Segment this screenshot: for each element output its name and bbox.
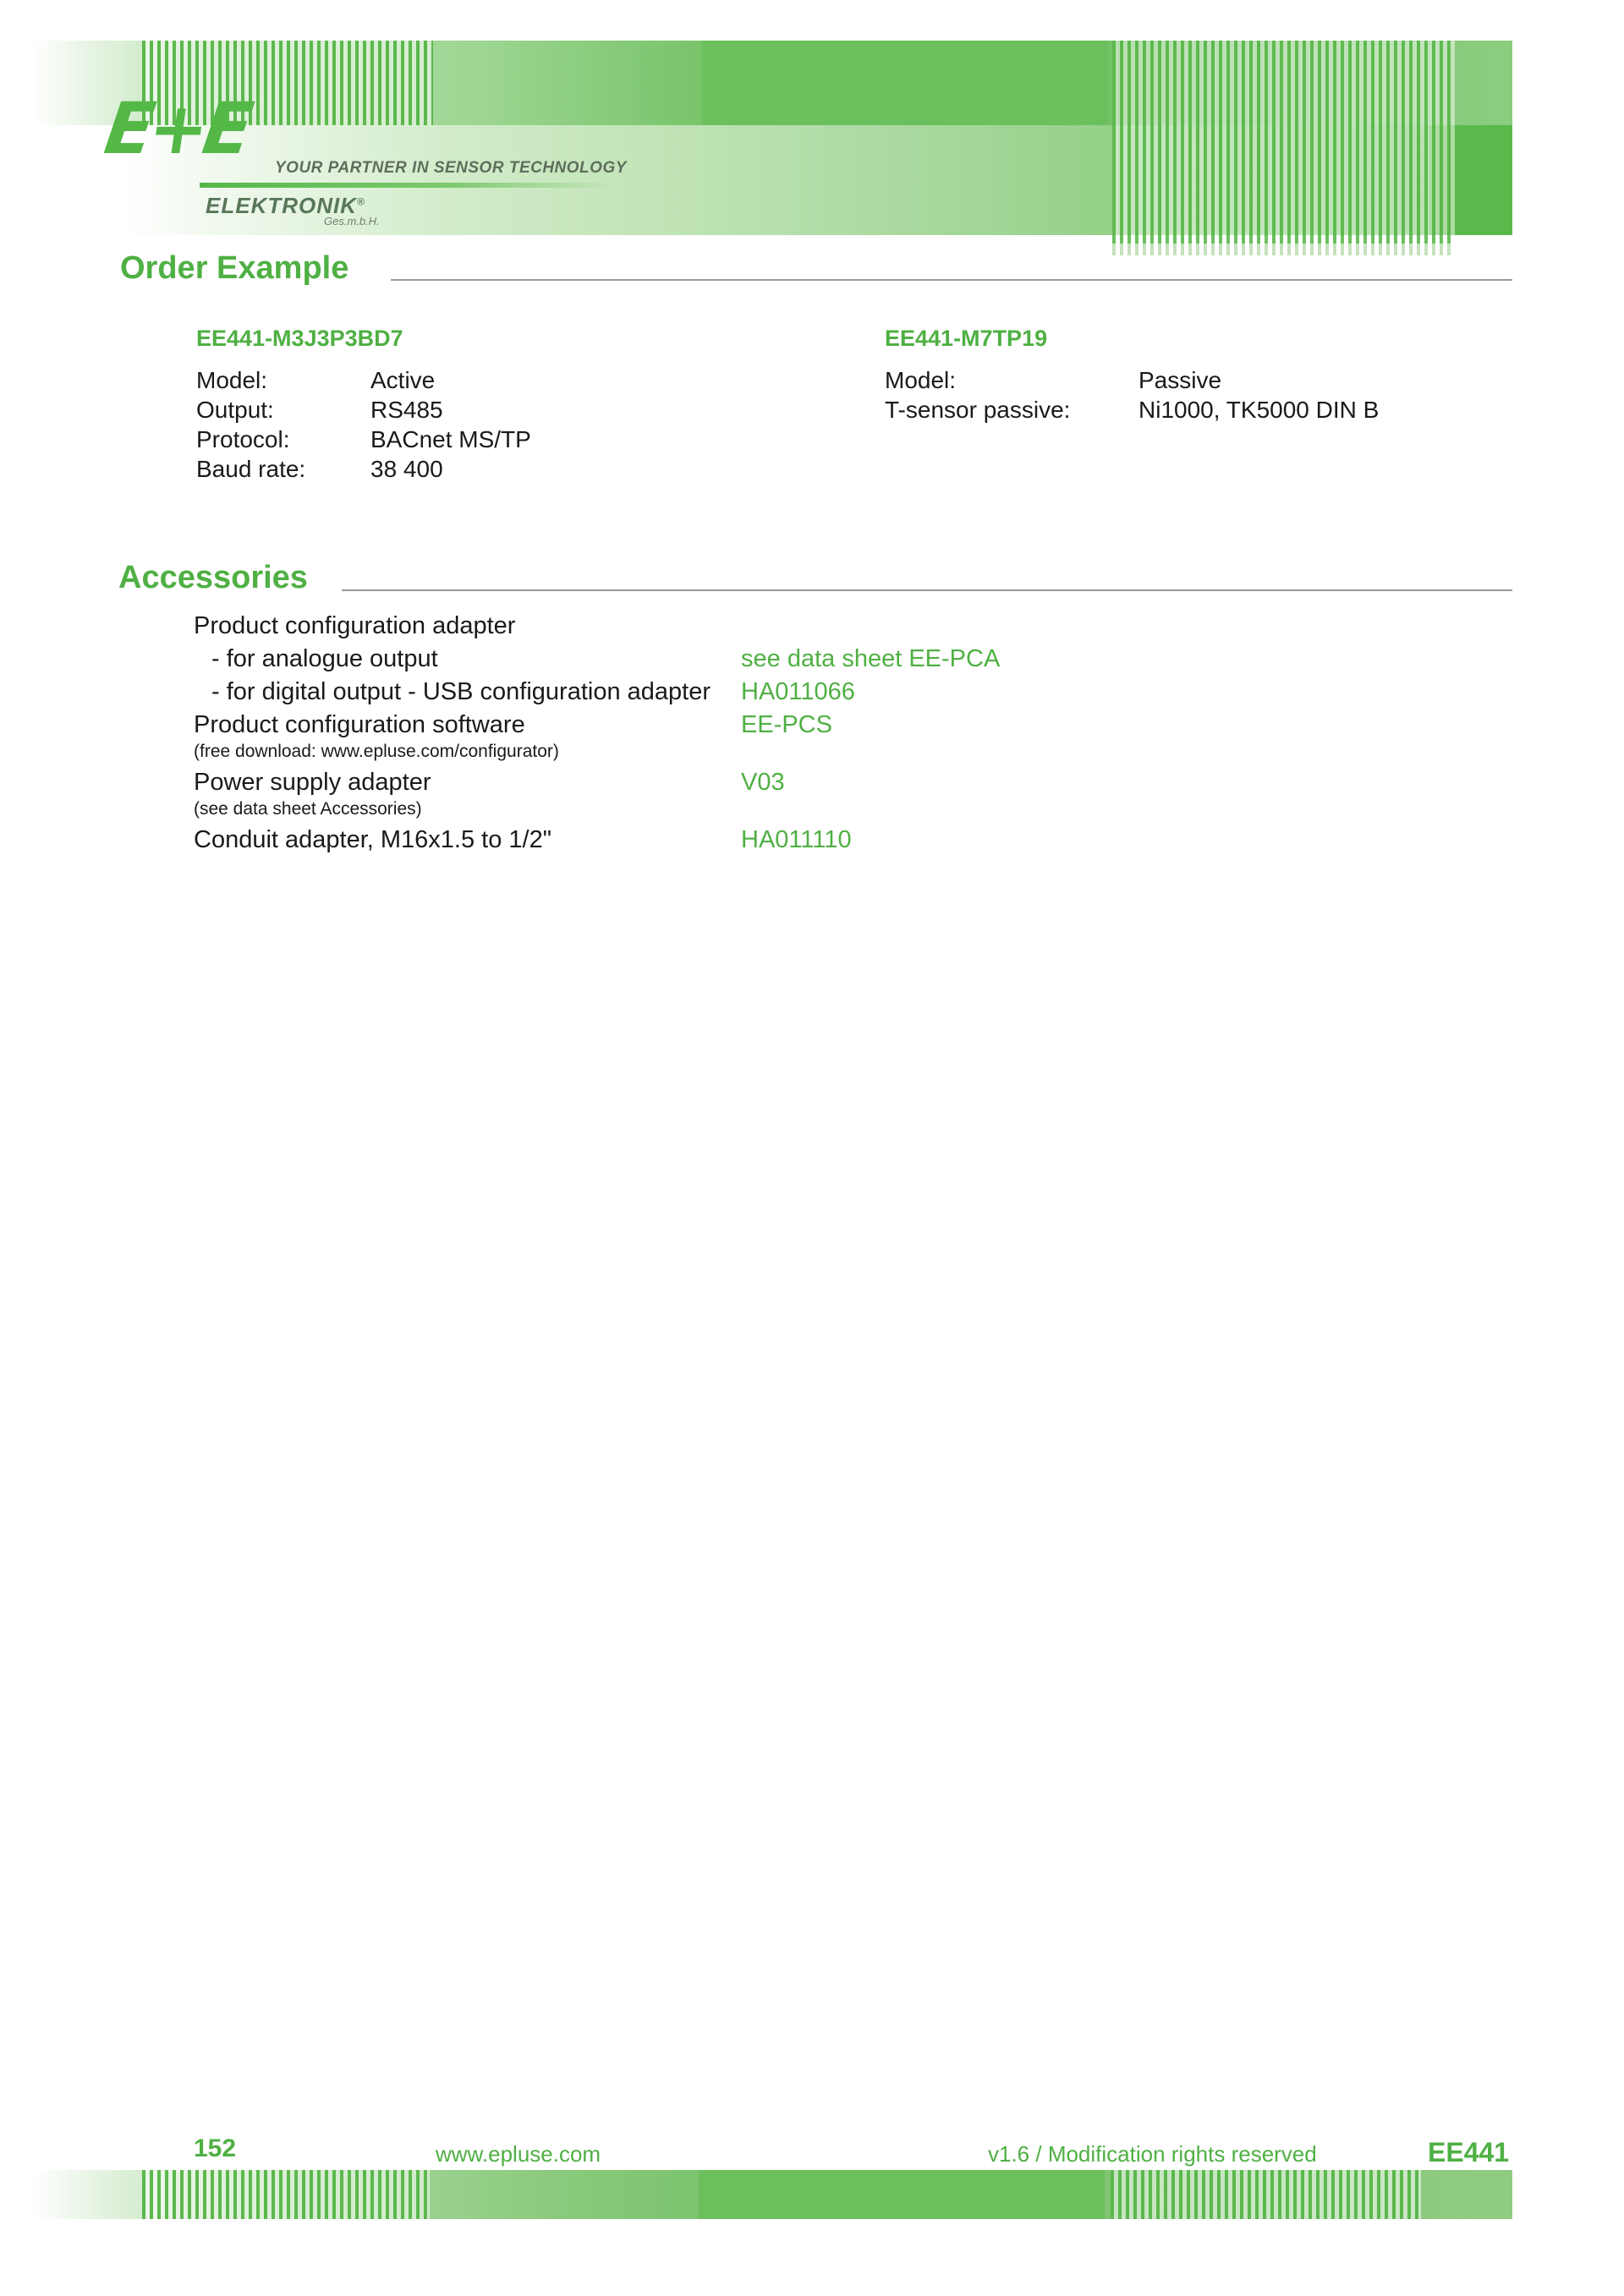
order-left-label-baud: Baud rate: <box>196 456 306 482</box>
order-example-title: Order Example <box>120 250 354 287</box>
order-left-value-protocol: BACnet MS/TP <box>370 426 531 452</box>
footer-version: v1.6 / Modification rights reserved <box>988 2141 1317 2167</box>
order-right-label-model: Model: <box>885 367 957 393</box>
accessory-note-software: (free download: www.epluse.com/configurator) <box>194 742 559 761</box>
page-number: 152 <box>194 2134 237 2162</box>
footer-stripes-left <box>142 2170 430 2219</box>
accessory-value-conduit: HA011110 <box>741 826 852 853</box>
accessory-value-power: V03 <box>741 769 785 796</box>
accessory-label-power: Power supply adapter <box>194 769 431 796</box>
registered-mark: ® <box>357 195 365 208</box>
accessories-rule <box>342 589 1512 591</box>
brand-name-text: ELEKTRONIK <box>206 193 357 218</box>
accessories-title: Accessories <box>118 560 313 596</box>
order-right-value-model: Passive <box>1138 367 1222 393</box>
footer-website: www.epluse.com <box>436 2141 601 2167</box>
accessory-label-digital: - for digital output - USB configuration adapter <box>211 678 710 705</box>
tagline-underline <box>200 183 614 188</box>
footer-model: EE441 <box>1428 2137 1510 2167</box>
order-right-value-tsensor: Ni1000, TK5000 DIN B <box>1138 397 1380 423</box>
order-left-label-output: Output: <box>196 397 274 423</box>
order-left-value-baud: 38 400 <box>370 456 443 482</box>
accessory-label-config-adapter: Product configuration adapter <box>194 612 516 639</box>
accessory-value-digital: HA011066 <box>741 678 855 705</box>
accessory-label-analogue: - for analogue output <box>211 645 438 672</box>
accessory-value-software: EE-PCS <box>741 711 832 738</box>
company-logo <box>100 87 309 195</box>
order-right-label-tsensor: T-sensor passive: <box>885 397 1071 423</box>
footer-solid-block <box>699 2170 1105 2219</box>
order-code-right: EE441-M7TP19 <box>885 326 1048 351</box>
accessory-value-analogue: see data sheet EE-PCA <box>741 645 1001 672</box>
header-solid-block <box>702 41 1108 125</box>
accessory-label-software: Product configuration software <box>194 711 525 738</box>
logo-mark: E+E <box>100 87 254 170</box>
order-left-value-output: RS485 <box>370 397 443 423</box>
order-left-value-model: Active <box>370 367 436 393</box>
order-left-label-model: Model: <box>196 367 268 393</box>
brand-legal-form: Ges.m.b.H. <box>324 215 380 227</box>
order-example-rule <box>391 279 1512 281</box>
accessory-label-conduit: Conduit adapter, M16x1.5 to 1/2" <box>194 826 552 853</box>
accessory-note-power: (see data sheet Accessories) <box>194 799 422 819</box>
header-stripes-right <box>1112 41 1455 244</box>
order-left-label-protocol: Protocol: <box>196 426 290 452</box>
company-tagline: YOUR PARTNER IN SENSOR TECHNOLOGY <box>275 159 627 177</box>
order-code-left: EE441-M3J3P3BD7 <box>196 326 403 351</box>
footer-stripes-right <box>1111 2170 1421 2219</box>
header-stripes-right-tail <box>1112 244 1455 255</box>
